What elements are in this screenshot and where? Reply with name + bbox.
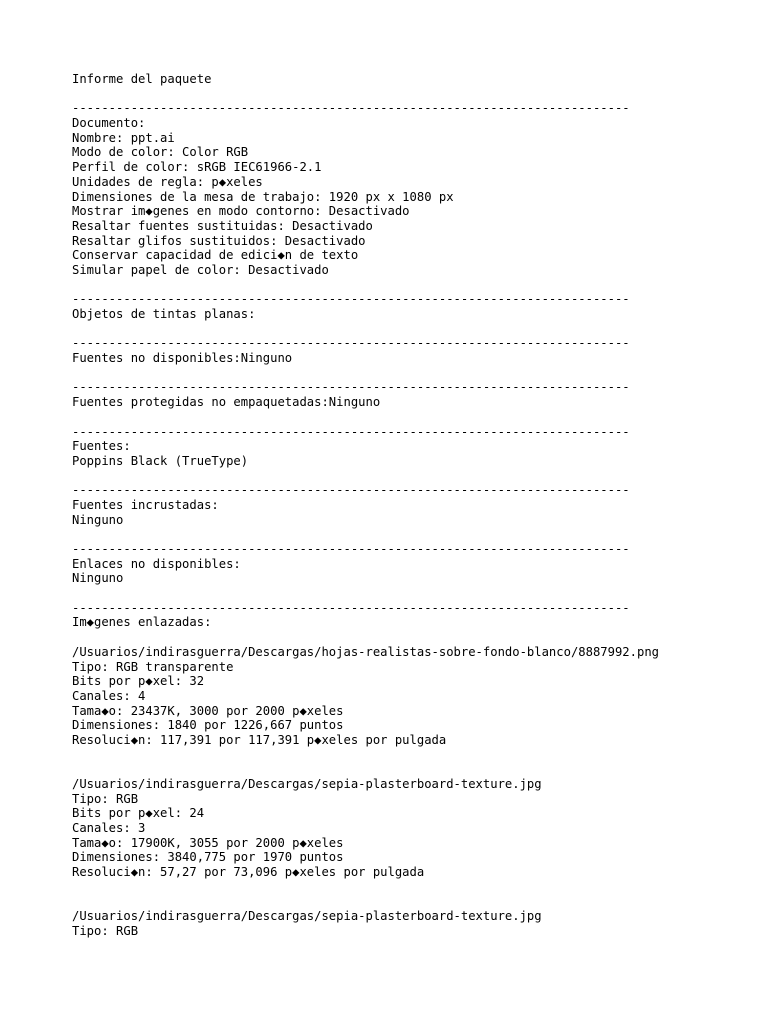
report-line: Canales: 3 <box>72 821 146 836</box>
linked-file-path: /Usuarios/indirasguerra/Descargas/hojas-realistas-sobre-fondo-blanco/8887992.png <box>72 644 659 659</box>
report-line: Unidades de regla: p◆xeles <box>72 174 263 189</box>
section-heading: Enlaces no disponibles: <box>72 556 241 571</box>
blank-line <box>72 630 659 645</box>
report-line: Tama◆o: 17900K, 3055 por 2000 p◆xeles <box>72 835 344 850</box>
section-divider: ---------------------------------------------------------------------------- <box>72 336 630 351</box>
section-heading: Documento: <box>72 116 146 131</box>
section-heading: Fuentes: <box>72 439 131 454</box>
report-line: Resoluci◆n: 117,391 por 117,391 p◆xeles por pulgada <box>72 732 447 747</box>
report-line: Dimensiones: 3840,775 por 1970 puntos <box>72 850 344 865</box>
section-divider: ---------------------------------------------------------------------------- <box>72 483 630 498</box>
report-line: Fuentes protegidas no empaquetadas:Ninguno <box>72 395 381 410</box>
report-line: Canales: 4 <box>72 688 146 703</box>
report-line: Poppins Black (TrueType) <box>72 453 249 468</box>
section-divider: ---------------------------------------------------------------------------- <box>72 542 630 556</box>
report-line: Dimensiones: 1840 por 1226,667 puntos <box>72 718 344 733</box>
blank-line <box>72 895 659 910</box>
section-divider: ---------------------------------------------------------------------------- <box>72 600 630 615</box>
report-line: Bits por p◆xel: 32 <box>72 674 205 689</box>
blank-line <box>72 366 659 381</box>
report-line: Resaltar fuentes sustituidas: Desactivado <box>72 218 373 233</box>
report-line: Dimensiones de la mesa de trabajo: 1920 px x 1080 px <box>72 189 454 204</box>
section-heading: Im◆genes enlazadas: <box>72 615 212 630</box>
blank-line <box>72 586 659 601</box>
report-line: Resoluci◆n: 57,27 por 73,096 p◆xeles por pulgada <box>72 865 425 880</box>
report-line: Tipo: RGB <box>72 791 139 806</box>
blank-line <box>72 469 659 484</box>
package-report-document <box>72 72 659 939</box>
report-line: Mostrar im◆genes en modo contorno: Desactivado <box>72 204 410 219</box>
report-line: Perfil de color: sRGB IEC61966-2.1 <box>72 160 322 175</box>
linked-file-path: /Usuarios/indirasguerra/Descargas/sepia-plasterboard-texture.jpg <box>72 909 542 924</box>
blank-line <box>72 880 659 895</box>
report-line: Resaltar glifos sustituidos: Desactivado <box>72 233 366 248</box>
section-divider: ---------------------------------------------------------------------------- <box>72 380 630 395</box>
blank-line <box>72 762 659 777</box>
blank-line <box>72 322 659 337</box>
linked-file-path: /Usuarios/indirasguerra/Descargas/sepia-plasterboard-texture.jpg <box>72 777 542 791</box>
report-line: Tama◆o: 23437K, 3000 por 2000 p◆xeles <box>72 703 344 718</box>
report-line: Nombre: ppt.ai <box>72 130 175 145</box>
blank-line <box>72 748 659 763</box>
report-line: Fuentes no disponibles:Ninguno <box>72 351 293 366</box>
report-line: Ninguno <box>72 571 124 586</box>
report-line: Informe del paquete <box>72 72 212 86</box>
section-divider: ---------------------------------------------------------------------------- <box>72 292 630 307</box>
report-line: Conservar capacidad de edici◆n de texto <box>72 248 359 263</box>
blank-line <box>72 410 659 425</box>
blank-line <box>72 278 659 293</box>
section-divider: ---------------------------------------------------------------------------- <box>72 424 630 439</box>
blank-line <box>72 527 659 542</box>
section-heading: Fuentes incrustadas: <box>72 497 219 512</box>
report-line: Tipo: RGB <box>72 923 139 938</box>
section-heading: Objetos de tintas planas: <box>72 307 256 321</box>
report-line: Ninguno <box>72 512 124 527</box>
blank-line <box>72 87 659 102</box>
section-divider: ---------------------------------------------------------------------------- <box>72 101 630 116</box>
report-line: Bits por p◆xel: 24 <box>72 806 205 821</box>
report-line: Simular papel de color: Desactivado <box>72 262 329 277</box>
report-line: Modo de color: Color RGB <box>72 145 249 160</box>
report-line: Tipo: RGB transparente <box>72 659 234 674</box>
